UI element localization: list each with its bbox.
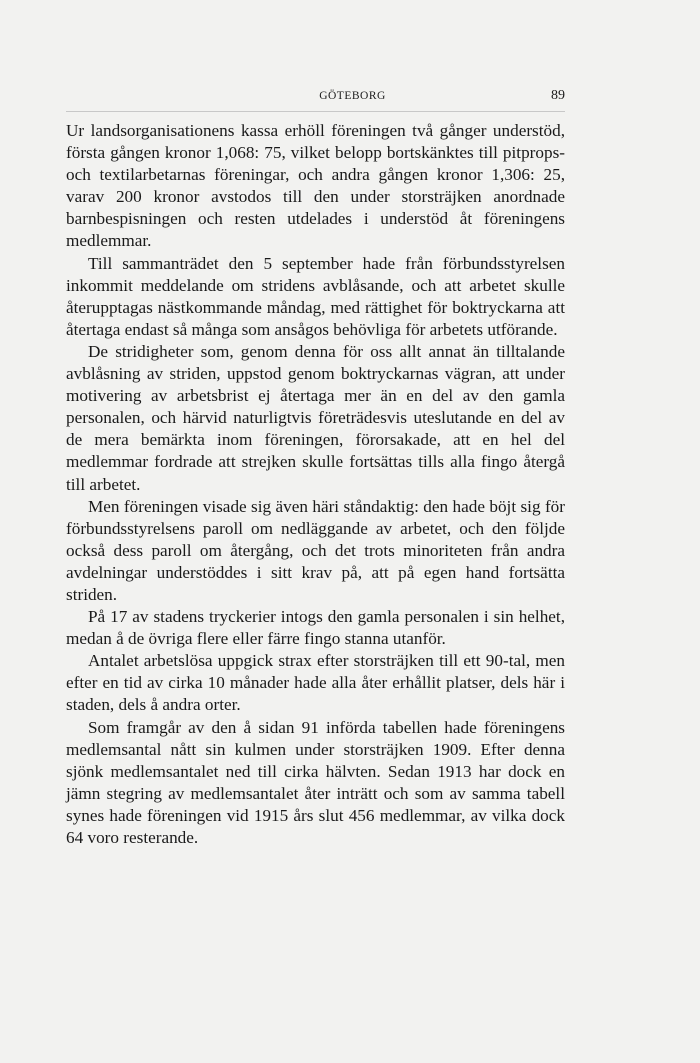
paragraph: Som framgår av den å sidan 91 införda tabellen hade föreningens medlemsantal nått sin kulmen under storsträjken 1909. Efter denna sjönk medlemsantalet ned till cirka hälvten. Sedan 1913 har dock en jämn stegring av medlemsantalet åter inträtt och som av samma tabell synes hade föreningen vid 1915 års slut 456 medlemmar, av vilka dock 64 voro resterande. — [66, 717, 565, 847]
paragraph: Ur landsorganisationens kassa erhöll föreningen två gånger understöd, första gången kronor 1,068: 75, vilket belopp bortskänktes till pitprops- och textilarbetarnas föreningar, och andra gången kronor 1,306: 25, varav 200 kronor avstodos till den under storsträjken anordnade barnbespisningen och resten utdelades i understöd åt föreningens medlemmar. — [66, 121, 565, 251]
page-number: 89 — [551, 88, 565, 103]
body-text — [66, 120, 565, 849]
running-head-title: GÖTEBORG — [319, 90, 386, 102]
paragraph: De stridigheter som, genom denna för oss allt annat än tilltalande avblåsning av striden, uppstod genom boktryckarnas vägran, att under motivering av arbetsbrist ej återtaga mer än en del av den gamla personalen, och härvid naturligtvis företrädesvis uteslutande en del av de mera bemärkta inom föreningen, förorsakade, att en hel del medlemmar fordrade att strejken skulle fortsättas tills alla fingo återgå till arbetet. — [66, 341, 565, 494]
paragraph: På 17 av stadens tryckerier intogs den gamla personalen i sin helhet, medan å de övriga flere eller färre fingo stanna utanför. — [66, 607, 565, 649]
header-rule — [66, 111, 565, 112]
paragraph: Antalet arbetslösa uppgick strax efter storsträjken till ett 90-tal, men efter en tid av cirka 10 månader hade alla åter erhållit platser, dels här i staden, dels å andra orter. — [66, 651, 565, 715]
paragraph: Men föreningen visade sig även häri ståndaktig: den hade böjt sig för förbundsstyrelsens paroll om nedläggande av arbetet, och den följde också dess paroll om återgång, och det trots minoriteten från andra avdelningar understöddes i sitt krav på, att på egen hand fortsätta striden. — [66, 496, 565, 604]
running-head — [66, 88, 565, 108]
paragraph: Till sammanträdet den 5 september hade från förbundsstyrelsen inkommit meddelande om stridens avblåsande, och att arbetet skulle återupptagas nästkommande måndag, med rättighet för boktryckarna att återtaga endast så många som ansågos behövliga för arbetets utförande. — [66, 253, 565, 339]
